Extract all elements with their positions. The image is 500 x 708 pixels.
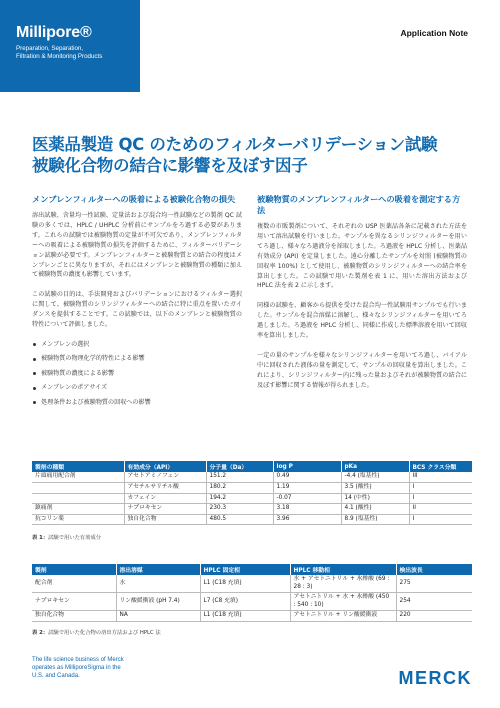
logo-name: Millipore® (16, 24, 92, 41)
millipore-logo-block (0, 0, 140, 92)
column-header: 分子量（Da） (206, 461, 273, 472)
bullet-item (32, 354, 242, 364)
table-cell: ナプロキセン (124, 504, 206, 515)
bullet-text: メンブレンのポアサイズ (41, 384, 108, 392)
column-header: HPLC 移動相 (290, 564, 396, 575)
bullet-list (32, 340, 242, 408)
table-row (32, 504, 472, 515)
body-paragraph: 複数の市販製剤について、それぞれの USP 医薬品各条に記載された方法を用いて溶出試験を行いました。サンプルを異なるシリンジフィルターを用いてろ過し、様々なろ過液分を採取しました。ろ過液を HPLC 分析し、医薬品有効成分 (API) を定量しました。遠心分離したサンプルを対照 (被験物質の回収率 100%) として使用し、被験物質のシリンジフィルターへの結合率を算出しました。この試験で用いた製剤を表 1 に、用いた溶出方法および HPLC 法を表 2 に示します。 (257, 223, 467, 290)
table-cell: 独自化合物 (32, 611, 116, 622)
table-cell: アセトニトリル + リン酸緩衝液 (290, 611, 396, 622)
table-cell: 1.19 (273, 483, 341, 494)
table-cell (32, 483, 124, 494)
body-paragraph: 溶出試験、含量均一性試験、定量法および混合均一性試験などの製剤 QC 試験の多くでは、HPLC / UHPLC 分析前にサンプルをろ過する必要があります。これらの試験では被験物質の定量が不可欠であり、メンブレンフィルターへの吸着による被験物質の損失を評価するために、フィルターバリデーション試験が必要です。メンブレンフィルターと被験物質との結合の程度はメンブレンごとに異なりますが、それにはメンブレンと被験物質の種類に加えて被験物質の濃度も影響しています。 (32, 212, 242, 279)
bullet-dot-icon (33, 387, 36, 390)
table-row (32, 593, 472, 611)
column-header: BCS クラス分類 (409, 461, 472, 472)
table-row (32, 514, 472, 525)
column-header: 製剤 (32, 564, 116, 575)
column-header: 溶出溶媒 (116, 564, 200, 575)
table-cell: 3.96 (273, 514, 341, 525)
table-cell: アセトアミノフェン (124, 472, 206, 483)
table-cell: III (409, 472, 472, 483)
right-column (257, 194, 467, 401)
document-type-label: Application Note (400, 28, 468, 38)
table-cell: 275 (396, 575, 472, 593)
table-cell: 220 (396, 611, 472, 622)
table-cell: 水 + アセトニトリル + 氷酢酸 (69 : 28 : 3) (290, 575, 396, 593)
table-cell: カフェイン (124, 493, 206, 504)
bullet-dot-icon (33, 358, 36, 361)
table-cell: 鎮痛剤 (32, 504, 124, 515)
table-header-row (32, 564, 472, 575)
column-header: 検出波長 (396, 564, 472, 575)
table-cell: 3.5 (酸性) (341, 483, 409, 494)
logo-tag-line: Filtration & Monitoring Products (16, 53, 103, 60)
table-cell: L7 (C8 充填) (200, 593, 290, 611)
bullet-text: 処理条件および被験物質の回収への影響 (41, 398, 151, 406)
table-cell: -0.07 (273, 493, 341, 504)
column-header: log P (273, 461, 341, 472)
table-header-row (32, 461, 472, 472)
table-cell: 独自化合物 (124, 514, 206, 525)
table-active-ingredients (32, 461, 472, 525)
bullet-text: 被験物質の濃度による影響 (41, 369, 115, 377)
section-heading: メンブレンフィルターへの吸着による被験化合物の損失 (32, 194, 236, 204)
body-paragraph: 同様の試験を、顧客から提供を受けた混合均一性試験用サンプルでも行いました。サンプルを混合溶媒に溶解し、様々なシリンジフィルターを用いてろ過しました。ろ過液を HPLC 分析し、同様に作成した標準溶液を用いて回収率を算出しました。 (257, 302, 467, 340)
column-header: 製剤の種類 (32, 461, 124, 472)
table-cell: 抗コリン薬 (32, 514, 124, 525)
page-title (32, 134, 472, 176)
column-header: HPLC 固定相 (200, 564, 290, 575)
table-cell: 0.49 (273, 472, 341, 483)
bullet-dot-icon (33, 401, 36, 404)
caption-text: 試験で用いた化合物の溶出方法および HPLC 法 (48, 630, 161, 636)
table-cell: ナプロキセン (32, 593, 116, 611)
bullet-text: メンブレンの選択 (41, 340, 90, 348)
body-paragraph: 一定の量のサンプルを様々なシリンジフィルターを用いてろ過し、バイアル中に回収された液体の量を測定して、サンプルの回収量を算出しました。これにより、シリンジフィルター内に残った量およびそれが被験物質の結合に及ぼす影響に関する情報が得られました。 (257, 351, 467, 389)
body-paragraph: この試験の目的は、手法開発およびバリデーションにおけるフィルター選択に関して、被験物質のシリンジフィルターへの結合に特に重点を置いたガイダンスを提供することです。この試験では、以下のメンブレンと被験物質の特性について評価しました。 (32, 291, 242, 329)
table-row (32, 483, 472, 494)
caption-label: 表 2： (32, 630, 49, 636)
table-cell: L1 (C18 充填) (200, 611, 290, 622)
table-cell: L1 (C18 充填) (200, 575, 290, 593)
table-row (32, 575, 472, 593)
footer-note-line: operates as MilliporeSigma in the (32, 665, 121, 671)
title-line: 被験化合物の結合に影響を及ぼす因子 (32, 156, 308, 175)
table-cell: 230.3 (206, 504, 273, 515)
bullet-dot-icon (33, 343, 36, 346)
caption-text: 試験で用いた有効成分 (48, 535, 102, 541)
table-cell: 8.9 (塩基性) (341, 514, 409, 525)
table-cell: II (409, 504, 472, 515)
table-cell: アセトニトリル + 水 + 氷酢酸 (450 : 540 : 10) (290, 593, 396, 611)
table-caption (32, 628, 161, 636)
left-column (32, 194, 242, 412)
logo-tagline (16, 45, 140, 61)
table-cell: アセチルサリチル酸 (124, 483, 206, 494)
table-cell: I (409, 493, 472, 504)
table-caption (32, 533, 101, 541)
logo-tag-line: Preparation, Separation, (16, 45, 84, 52)
table-row (32, 472, 472, 483)
bullet-item (32, 398, 242, 408)
title-line: 医薬品製造 QC のためのフィルターバリデーション試験 (32, 135, 438, 154)
column-header: 有効成分（API） (124, 461, 206, 472)
table-cell: 480.5 (206, 514, 273, 525)
table-cell: I (409, 514, 472, 525)
bullet-item (32, 369, 242, 379)
bullet-dot-icon (33, 372, 36, 375)
section-heading: 被験物質のメンブレンフィルターへの吸着を測定する方法 (257, 194, 461, 215)
table-cell (32, 493, 124, 504)
table-row (32, 611, 472, 622)
table-cell: 水 (116, 575, 200, 593)
table-cell: 4.1 (酸性) (341, 504, 409, 515)
table-cell: 254 (396, 593, 472, 611)
table-cell: 3.18 (273, 504, 341, 515)
bullet-item (32, 340, 242, 350)
table-cell: 194.2 (206, 493, 273, 504)
bullet-item (32, 383, 242, 393)
table-cell: 180.2 (206, 483, 273, 494)
column-header: pKa (341, 461, 409, 472)
caption-label: 表 1： (32, 535, 49, 541)
table-cell: 151.2 (206, 472, 273, 483)
table-cell: 14 (中性) (341, 493, 409, 504)
table-cell: NA (116, 611, 200, 622)
footer-note-line: U.S. and Canada. (32, 673, 80, 679)
bullet-text: 被験物質の物理化学的特性による影響 (41, 355, 145, 363)
table-cell: 片頭痛用配合剤 (32, 472, 124, 483)
table-row (32, 493, 472, 504)
merck-logo: MERCK (398, 668, 472, 688)
footer-note-line: The life science business of Merck (32, 657, 124, 663)
table-methods (32, 564, 472, 622)
table-cell: 配合剤 (32, 575, 116, 593)
footer-note (32, 656, 142, 680)
table-cell: リン酸緩衝液 (pH 7.4) (116, 593, 200, 611)
table-cell: -4.4 (塩基性) (341, 472, 409, 483)
table-cell: I (409, 483, 472, 494)
